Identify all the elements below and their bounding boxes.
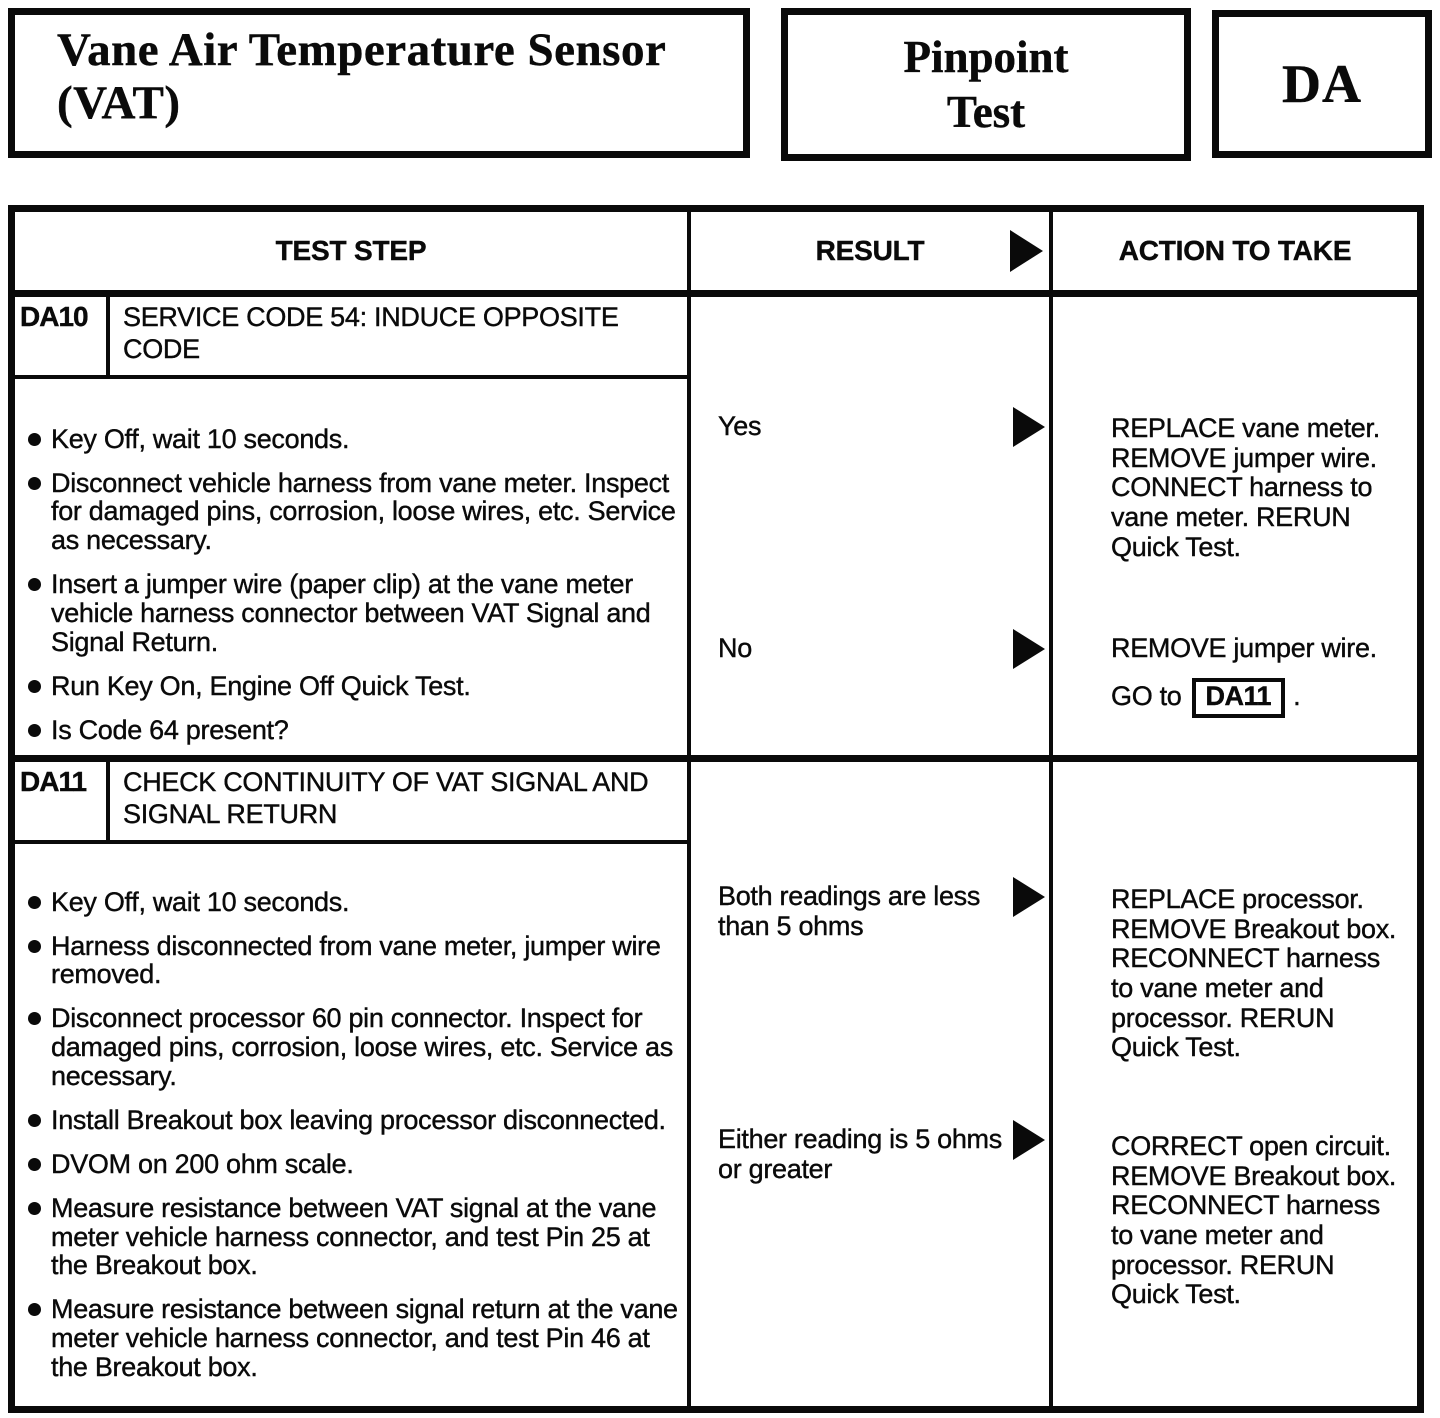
test-step-item: Key Off, wait 10 seconds. [28, 888, 679, 917]
result-header-label: RESULT [815, 235, 925, 266]
step-id-badge: DA10 [15, 297, 110, 375]
result-arrow-icon [1013, 629, 1045, 669]
result-text: Both readings are less than 5 ohms [718, 881, 981, 941]
goto-target-box: DA11 [1192, 678, 1286, 719]
test-step-item: Key Off, wait 10 seconds. [28, 425, 679, 454]
result-text: Yes [718, 411, 762, 441]
column-header-action: ACTION TO TAKE [1118, 235, 1352, 266]
doc-type-line2: Test [946, 86, 1026, 137]
step-id-badge: DA11 [15, 762, 110, 840]
column-header-result [691, 212, 1053, 290]
result-text: Either reading is 5 ohms or greater [718, 1124, 1002, 1184]
step-title: CHECK CONTINUITY OF VAT SIGNAL AND SIGNAL RETURN [123, 767, 649, 829]
da10-test-step-cell [15, 297, 691, 760]
section-code-box [1212, 10, 1432, 158]
step-title: SERVICE CODE 54: INDUCE OPPOSITE CODE [123, 302, 619, 364]
pinpoint-test-box [781, 8, 1191, 161]
da11-action-cell [1053, 762, 1417, 1406]
action-text: REPLACE processor. REMOVE Breakout box. RECONNECT harness to vane meter and processor. RERUN Quick Test. [1111, 884, 1397, 1063]
test-row-da10 [15, 297, 1417, 762]
column-header-test-step: TEST STEP [15, 212, 691, 290]
test-row-da11 [15, 762, 1417, 1406]
sensor-title-box [8, 8, 750, 158]
da10-result-cell [691, 297, 1053, 760]
da11-step-header [15, 762, 687, 844]
table-header-row [15, 212, 1417, 297]
test-step-item: Disconnect vehicle harness from vane meter. Inspect for damaged pins, corrosion, loose wires, etc. Service as necessary. [28, 469, 679, 556]
result-label [718, 1125, 1009, 1184]
test-step-item: Harness disconnected from vane meter, jumper wire removed. [28, 932, 679, 990]
test-step-item: Measure resistance between signal return at the vane meter vehicle harness connector, and test Pin 46 at the Breakout box. [28, 1295, 679, 1382]
da10-step-list [15, 379, 687, 745]
test-step-item: Insert a jumper wire (paper clip) at the vane meter vehicle harness connector between VAT Signal and Signal Return. [28, 570, 679, 657]
page-title: Vane Air Temperature Sensor (VAT) [57, 24, 666, 129]
result-arrow-icon [1013, 877, 1045, 917]
goto-suffix: . [1293, 680, 1301, 711]
da11-result-cell [691, 762, 1053, 1406]
test-step-item: Measure resistance between VAT signal at the vane meter vehicle harness connector, and test Pin 25 at the Breakout box. [28, 1194, 679, 1281]
result-arrow-icon [1013, 407, 1045, 447]
goto-line [1111, 678, 1407, 719]
result-header-arrow-icon [1010, 230, 1043, 272]
result-label [718, 882, 1009, 941]
goto-prefix: GO to [1111, 680, 1182, 711]
test-step-item: DVOM on 200 ohm scale. [28, 1150, 679, 1179]
da11-step-list [15, 844, 687, 1382]
result-text: No [718, 633, 752, 663]
doc-type-line1: Pinpoint [903, 31, 1069, 82]
action-line: REMOVE jumper wire. [1111, 633, 1377, 663]
test-step-item: Disconnect processor 60 pin connector. Inspect for damaged pins, corrosion, loose wires, etc. Service as necessary. [28, 1004, 679, 1091]
action-text: CORRECT open circuit. REMOVE Breakout box. RECONNECT harness to vane meter and processor. RERUN Quick Test. [1111, 1131, 1397, 1310]
action-text [1111, 634, 1407, 718]
result-label [718, 634, 1009, 664]
pinpoint-test-table [8, 205, 1424, 1413]
da10-step-header [15, 297, 687, 379]
da11-test-step-cell [15, 762, 691, 1406]
da10-action-cell [1053, 297, 1417, 760]
test-step-item: Is Code 64 present? [28, 716, 679, 745]
action-text: REPLACE vane meter. REMOVE jumper wire. CONNECT harness to vane meter. RERUN Quick Test. [1111, 413, 1380, 562]
section-code: DA [1282, 54, 1362, 114]
test-step-item: Install Breakout box leaving processor disconnected. [28, 1106, 679, 1135]
result-arrow-icon [1013, 1120, 1045, 1160]
result-label [718, 412, 1009, 442]
test-step-item: Run Key On, Engine Off Quick Test. [28, 672, 679, 701]
